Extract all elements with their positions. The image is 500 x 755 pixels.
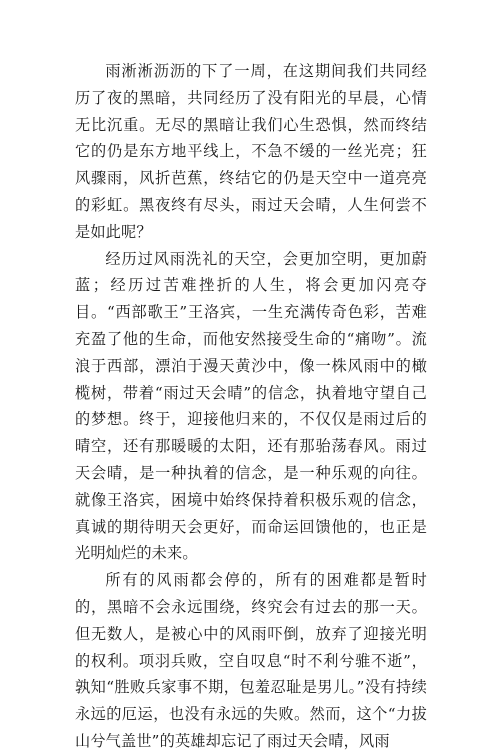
paragraph-1: 雨淅淅沥沥的下了一周，在这期间我们共同经历了夜的黑暗，共同经历了没有阳光的早晨，心情无比沉重。无尽的黑暗让我们心生恐惧，然而终结它的仍是东方地平线上，不急不缓的一丝光亮；狂风骤雨，风折芭蕉，终结它的仍是天空中一道亮亮的彩虹。黑夜终有尽头，雨过天会晴，人生何尝不是如此呢？ xyxy=(75,62,427,241)
paragraph-2: 经历过风雨洗礼的天空，会更加空明，更加蔚蓝；经历过苦难挫折的人生，将会更加闪亮夺目。“西部歌王”王洛宾，一生充满传奇色彩，苦难充盈了他的生命，而他安然接受生命的“痛吻”。流浪于西部，漂泊于漫天黄沙中，像一株风雨中的橄榄树，带着“雨过天会晴”的信念，执着地守望自己的梦想。终于，迎接他归来的，不仅仅是雨过后的晴空，还有那暖暖的太阳，还有那骀荡春风。雨过天会晴，是一种执着的信念，是一种乐观的向往。就像王洛宾，困境中始终保持着积极乐观的信念，真诚的期待明天会更好，而命运回馈他的，也正是光明灿烂的未来。 xyxy=(75,249,427,563)
paragraph-3: 所有的风雨都会停的，所有的困难都是暂时的，黑暗不会永远围绕，终究会有过去的那一天。但无数人，是被心中的风雨吓倒，放弃了迎接光明的权利。项羽兵败，空自叹息“时不利兮骓不逝”，孰知“胜败兵家事不期，包羞忍耻是男儿。”没有持续永远的厄运，也没有永远的失败。然而，这个“力拔山兮气盖世”的英雄却忘记了雨过天会晴，风雨 xyxy=(75,571,427,750)
essay-body xyxy=(75,58,427,755)
